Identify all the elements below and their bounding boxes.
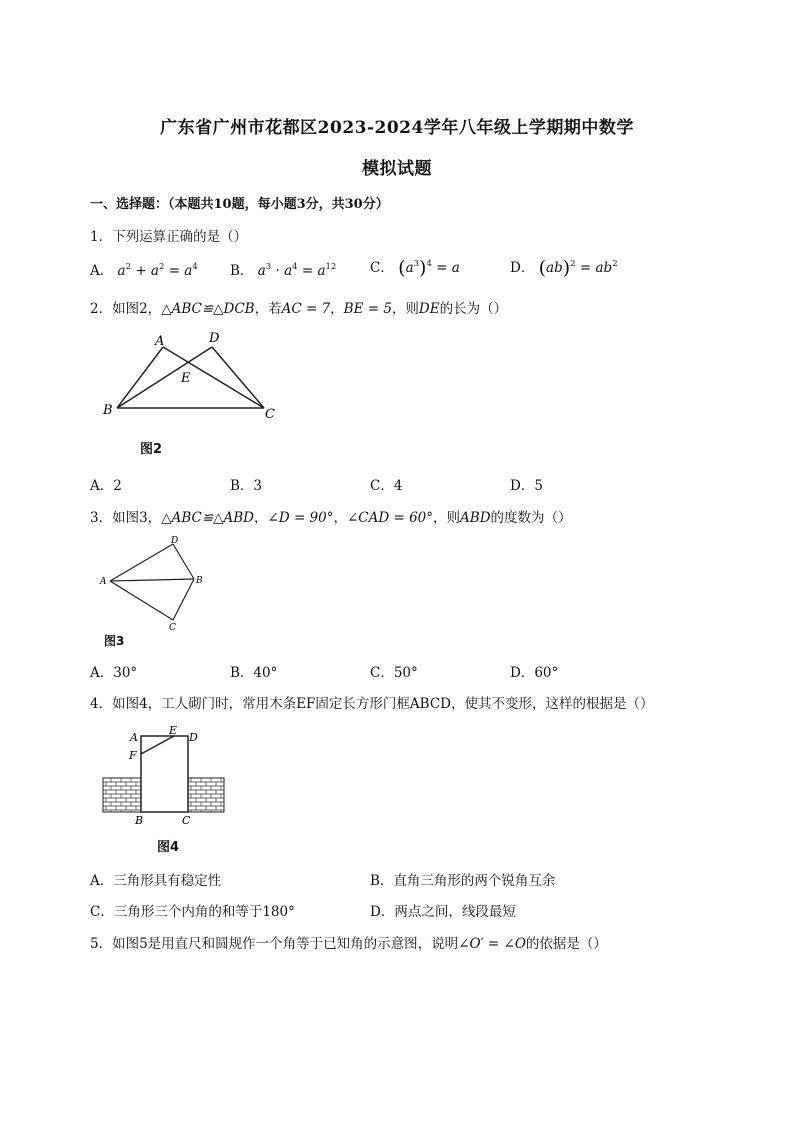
q2-option-a: A．2 (90, 478, 122, 494)
title-line-1: 广东省广州市花都区2023-2024学年八年级上学期期中数学 (160, 118, 634, 138)
title-line-2: 模拟试题 (362, 159, 432, 179)
fig3-label-b: B (196, 576, 203, 586)
fig2-label-c: C (265, 407, 275, 422)
q4-option-b: B．直角三角形的两个锐角互余 (370, 873, 556, 889)
q4-option-d: D．两点之间，线段最短 (370, 904, 516, 920)
fig2-label-d: D (209, 331, 220, 346)
fig2-label-a: A (155, 334, 165, 349)
fig3-label-a: A (100, 577, 107, 587)
fig2-caption: 图2 (140, 442, 163, 457)
fig3-label-c: C (169, 623, 176, 633)
q2-option-b: B．3 (230, 478, 263, 494)
q3-stem: 3．如图3，△ABC≌△ABD，∠D = 90°，∠CAD = 60°，则ABD的度数为（） (90, 510, 572, 526)
q4-option-c: C．三角形三个内角的和等于180° (90, 904, 295, 920)
q3-option-b: B．40° (230, 665, 278, 681)
fig4-label-d: D (189, 731, 198, 744)
figure-2 (96, 328, 296, 428)
q2-option-c: C．4 (370, 478, 403, 494)
fig4-label-b: B (135, 814, 144, 827)
fig4-label-c: C (182, 814, 191, 827)
section-heading: 一、选择题：（本题共10题，每小题3分，共30分） (90, 197, 389, 212)
figure-4 (98, 722, 233, 830)
q4-option-a: A．三角形具有稳定性 (90, 873, 222, 889)
q1-option-a: A． $a^2 + a^2 = a^4$ (90, 262, 198, 279)
figure-3 (98, 534, 218, 634)
q1-option-d: D． $(ab)^2 = ab^2$ (510, 257, 618, 279)
fig3-label-d: D (171, 536, 179, 546)
q3-option-c: C．50° (370, 665, 418, 681)
q3-option-d: D．60° (510, 665, 559, 681)
fig4-caption: 图4 (157, 840, 180, 855)
fig4-label-f: F (129, 749, 137, 762)
q1-stem: 1．下列运算正确的是（） (90, 229, 248, 245)
q1-option-c: C． $(a^3)^4 = a$ (370, 257, 460, 279)
fig4-label-a: A (130, 731, 138, 744)
q2-option-d: D．5 (510, 478, 543, 494)
q5-stem: 5．如图5是用直尺和圆规作一个角等于已知角的示意图，说明∠O′ = ∠O的依据是（） (90, 936, 607, 952)
q1-option-b: B． $a^3 \cdot a^4 = a^{12}$ (230, 262, 337, 279)
q4-stem: 4．如图4，工人砌门时，常用木条EF固定长方形门框ABCD，使其不变形，这样的根据是（） (90, 696, 654, 712)
q2-stem: 2．如图2，△ABC≌△DCB，若AC = 7，BE = 5，则DE的长为（） (90, 301, 508, 317)
fig4-label-e: E (169, 724, 178, 737)
q3-option-a: A．30° (90, 665, 138, 681)
fig3-caption: 图3 (104, 634, 125, 648)
fig2-label-b: B (103, 403, 113, 418)
fig2-label-e: E (181, 371, 191, 386)
